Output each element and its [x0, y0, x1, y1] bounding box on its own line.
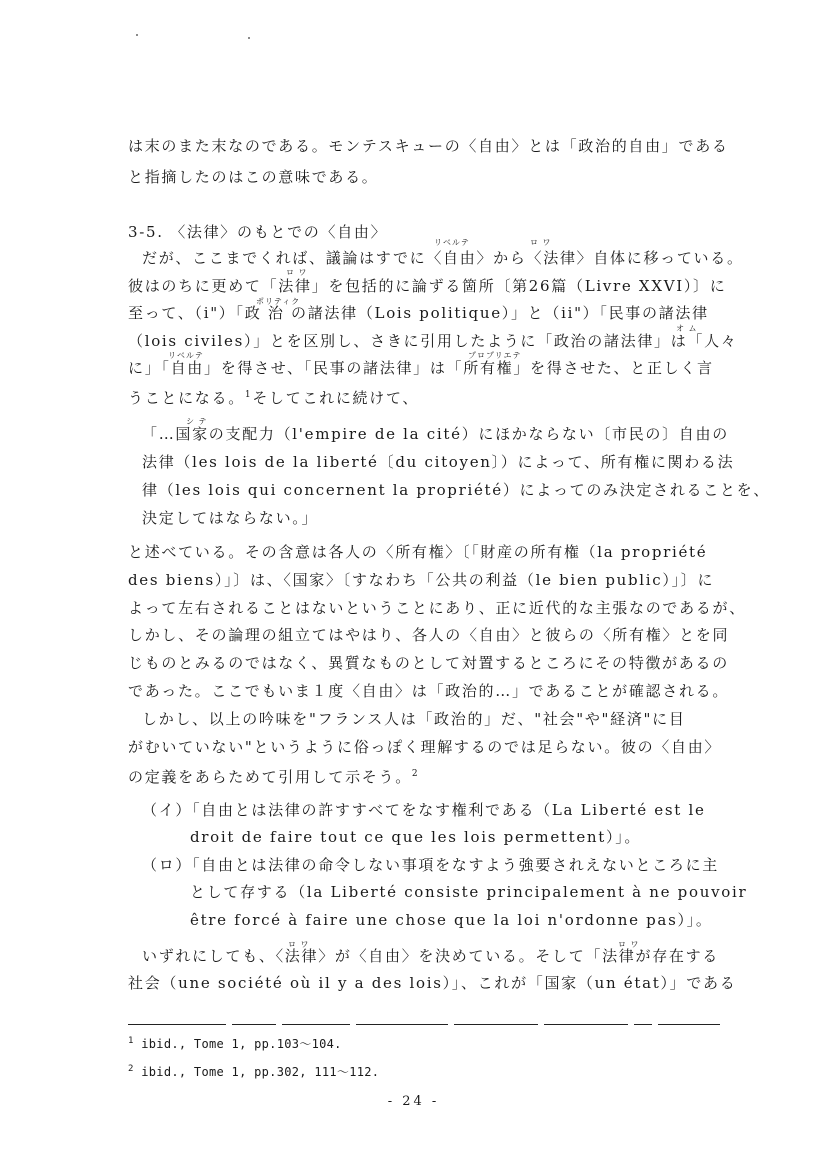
text-line: 至って、（i"）「政 治 の諸法律（Lois politique）」と（ii"）「民事の諸法律 — [128, 304, 709, 322]
text-line: しかし、その論理の組立てはやはり、各人の〈自由〉と彼らの〈所有権〉とを同 — [128, 626, 730, 644]
text-line: 彼はのちに更めて「法律」を包括的に論ずる箇所〔第26篇（Livre XXVI）〕に — [128, 277, 727, 295]
text-line — [128, 764, 419, 787]
footnote-mark: 2 — [128, 1064, 134, 1074]
section-heading: 3-5. 〈法律〉のもとでの〈自由〉 — [128, 223, 388, 241]
scan-speck — [248, 37, 250, 39]
text-line: は末のまた末なのである。モンテスキューの〈自由〉とは「政治的自由」である — [128, 137, 729, 155]
ruby-annotation: リベルテ — [434, 238, 470, 247]
scan-speck — [136, 34, 138, 36]
definition-item-a: （イ）「自由とは法律の許すすべてをなす権利である（La Liberté est le — [142, 801, 706, 819]
text-line: des biens）」〕は、〈国家〉〔すなわち「公共の利益（le bien public）」〕に — [128, 571, 715, 589]
text-segment: の定義をあらためて引用して示そう。 — [128, 768, 412, 786]
ruby-annotation: ロ ワ — [286, 268, 308, 277]
ruby-annotation: リベルテ — [168, 351, 204, 360]
footnote-2 — [128, 1061, 379, 1080]
ruby-annotation: ロ ワ — [618, 940, 640, 949]
quote-line: 律（les lois qui concernent la propriété）によってのみ決定されることを、 — [142, 481, 771, 499]
ruby-annotation: プロプリエテ — [468, 351, 522, 360]
text-line: であった。ここでもいま１度〈自由〉は「政治的…」であることが確認される。 — [128, 682, 730, 700]
text-line: じものとみるのではなく、異質なものとして対置するところにその特徴があるの — [128, 654, 729, 672]
footnote-ref: 2 — [411, 769, 420, 779]
footnote-mark: 1 — [128, 1036, 134, 1046]
ruby-annotation: シ テ — [186, 417, 208, 426]
footnote-text: ibid., Tome 1, pp.302, 111～112. — [141, 1065, 380, 1079]
ruby-annotation: ロ ワ — [530, 238, 552, 247]
text-line: いずれにしても、〈法律〉が〈自由〉を決めている。そして「法律が存在する — [142, 947, 720, 965]
text-line: に」「自由」を得させ、「民事の諸法律」は「所有権」を得させた、と正しく言 — [128, 359, 714, 377]
quote-line: 決定してはならない。」 — [142, 509, 319, 527]
definition-item-a-cont: droit de faire tout ce que les lois permettent）」。 — [190, 828, 642, 846]
text-line: 社会（une société où il y a des lois）」、これが「国家（un état）」である — [128, 974, 737, 992]
text-line: （lois civiles）」とを区別し、さきに引用したように「政治の諸法律」は「人々 — [128, 332, 738, 350]
text-line: と指摘したのはこの意味である。 — [128, 168, 379, 186]
text-line: と述べている。その含意は各人の〈所有権〉〔「財産の所有権（la propriété — [128, 543, 708, 561]
text-segment: そしてこれに続けて、 — [252, 389, 420, 407]
quote-line: 法律（les lois de la liberté〔du citoyen〕）によって、所有権に関わる法 — [142, 453, 735, 471]
text-line: がむいていない"というように俗っぽく理解するのでは足らない。彼の〈自由〉 — [128, 738, 722, 756]
definition-item-b-cont: として存する（la Liberté consiste principalement à ne pouvoir — [190, 883, 748, 901]
ruby-annotation: ポリティク — [256, 297, 301, 306]
footnote-1 — [128, 1033, 342, 1052]
ruby-annotation: ロ ワ — [288, 940, 310, 949]
text-line: よって左右されることはないということにあり、正に近代的な主張なのであるが、 — [128, 599, 746, 617]
footnote-text: ibid., Tome 1, pp.103～104. — [141, 1037, 342, 1051]
definition-item-b: （ロ）「自由とは法律の命令しない事項をなすよう強要されえないところに主 — [142, 856, 720, 874]
text-segment: うことになる。 — [128, 389, 245, 407]
quote-line: 「…国家の支配力（l'empire de la cité）にほかならない〔市民の〕自由の — [142, 425, 729, 443]
ruby-annotation: オ ム — [676, 324, 698, 333]
text-line: だが、ここまでくれば、議論はすでに〈自由〉から〈法律〉自体に移っている。 — [142, 249, 744, 267]
footnote-ref: 1 — [244, 390, 253, 400]
definition-item-b-cont: être forcé à faire une chose que la loi n'ordonne pas）」。 — [190, 911, 713, 929]
page-number: - 24 - — [387, 1094, 440, 1109]
text-line — [128, 385, 419, 408]
text-line: しかし、以上の吟味を"フランス人は「政治的」だ、"社会"や"経済"に目 — [142, 710, 686, 728]
